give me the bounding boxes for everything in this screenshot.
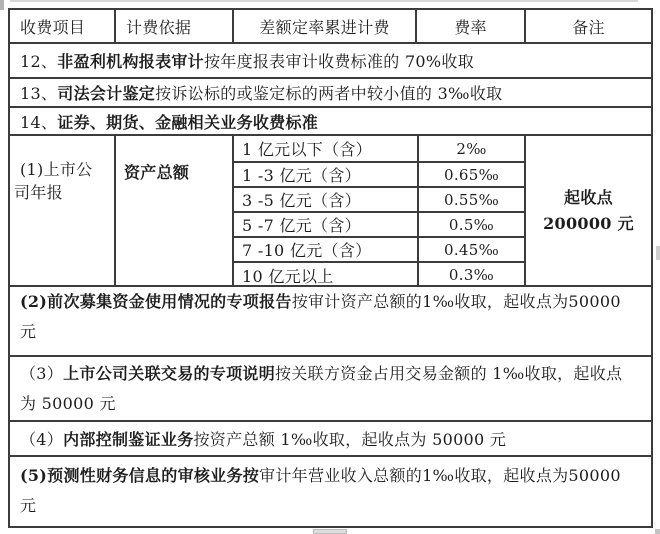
tier-rate: 0.5‰	[417, 213, 524, 236]
fee-schedule-table	[8, 8, 653, 528]
row-title: 证券、期货、金融相关业务收费标准	[57, 112, 319, 132]
section-listed-annual-report	[10, 134, 651, 285]
row-title: 司法会计鉴定	[57, 84, 156, 103]
row-title: 上市公司关联交易的专项说明	[63, 364, 275, 383]
tier-range: 5 -7 亿元（含）	[242, 216, 361, 235]
table-header-row	[10, 10, 651, 42]
page-top-hairline	[10, 0, 638, 2]
cell-basis-total-assets: 资产总额	[114, 136, 232, 285]
row-4-internal-control-attestation	[10, 420, 651, 455]
row-line2: 元	[20, 322, 37, 341]
tier-row	[234, 211, 524, 236]
col-header-progressive-fee: 差额定率累进计费	[232, 10, 415, 42]
tier-row	[234, 186, 524, 211]
row-line1	[20, 359, 643, 389]
tier-rate: 2‰	[417, 136, 524, 161]
col-header-note: 备注	[524, 10, 651, 42]
row-text: 按年度报表审计收费标准的 70%收取	[203, 52, 475, 71]
row-text: 按诉讼标的或鉴定标的两者中较小值的 3‰收取	[155, 84, 503, 103]
tier-range: 7 -10 亿元（含）	[242, 241, 372, 260]
row-text: 按关联方资金占用交易金额的 1‰收取，起收点	[275, 364, 623, 383]
threshold-amount: 200000 元	[543, 213, 634, 233]
threshold-label: 起收点	[564, 187, 613, 207]
tier-row	[234, 161, 524, 186]
tier-row	[234, 261, 524, 287]
row-3-related-party-transactions	[10, 355, 651, 420]
row-number: （4）	[20, 430, 64, 449]
row-number: 13、	[20, 84, 58, 103]
tier-table	[232, 136, 524, 285]
row-title: 非盈利机构报表审计	[57, 52, 204, 71]
bottom-edge-artifact	[313, 529, 347, 534]
bottom-right-artifact	[655, 529, 660, 534]
col-header-basis: 计费依据	[114, 10, 232, 42]
cell-note-threshold	[524, 136, 651, 285]
row-14-securities-standards	[10, 106, 651, 134]
row-title: (5)预测性财务信息的审核业务按	[20, 466, 260, 485]
tier-range: 1 -3 亿元（含）	[242, 166, 361, 185]
row-line1	[20, 287, 643, 317]
tier-row	[234, 236, 524, 261]
cell-item-listed-annual-report	[10, 136, 114, 285]
row-title: (2)前次募集资金使用情况的专项报告	[20, 292, 292, 311]
row-text: 审计年营业收入总额的1‰收取，起收点为50000	[259, 466, 621, 485]
tier-range: 10 亿元以上	[242, 266, 334, 286]
row-line1	[20, 461, 643, 491]
tier-range: 3 -5 亿元（含）	[242, 191, 361, 210]
row-text: 按审计资产总额的1‰收取，起收点为50000	[291, 292, 621, 311]
col-header-rate: 费率	[415, 10, 524, 42]
tier-rate: 0.65‰	[417, 163, 524, 186]
tier-rate: 0.3‰	[417, 263, 524, 287]
row-12-nonprofit-audit	[10, 42, 651, 77]
item-label: (1)上市公司年报	[14, 160, 93, 202]
row-2-fundraising-usage-report	[10, 285, 651, 355]
row-title: 内部控制鉴证业务	[63, 430, 194, 449]
right-edge-artifact	[656, 246, 660, 260]
row-number: 12、	[20, 52, 58, 71]
row-13-judicial-accounting	[10, 77, 651, 106]
tier-rate: 0.45‰	[417, 238, 524, 261]
row-5-forecast-financial-review	[10, 455, 651, 526]
row-line2: 为 50000 元	[20, 394, 116, 413]
tier-row	[234, 136, 524, 161]
tier-range: 1 亿元以下（含）	[242, 140, 372, 159]
row-number: 14、	[20, 112, 58, 132]
col-header-item: 收费项目	[20, 17, 86, 37]
corner-artifact	[0, 0, 4, 10]
row-text: 按资产总额 1‰收取，起收点为 50000 元	[193, 430, 507, 449]
tier-rate: 0.55‰	[417, 188, 524, 211]
row-line2: 元	[20, 496, 37, 515]
row-number: （3）	[20, 364, 64, 383]
